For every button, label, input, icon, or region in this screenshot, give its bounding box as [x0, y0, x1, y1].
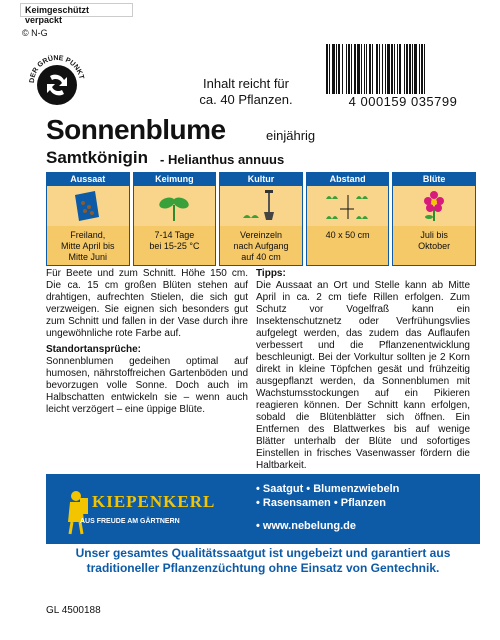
- article-number: GL 4500188: [46, 605, 101, 616]
- barcode-bar: [387, 44, 390, 96]
- info-head: Abstand: [307, 173, 389, 186]
- brand-band: [46, 474, 480, 544]
- sprout-icon: [156, 189, 192, 223]
- barcode-bar: [342, 44, 343, 96]
- info-kultur: Kultur Vereinzeln nach Aufgang auf 40 cm: [219, 172, 303, 266]
- standort-text: Sonnenblumen gedeihen optimal auf humosen, nährstoffreichen Gartenböden und bevorzugen volle Sonne. Doch auch im Halbschatten entwickeln sie – wenn auch leicht verzögert – eine üppige Blüte.: [46, 356, 248, 415]
- barcode-bar: [421, 44, 423, 96]
- packaging-label: Keimgeschützt verpackt: [20, 3, 133, 17]
- brand-slogan: AUS FREUDE AM GÄRTNERN: [80, 518, 180, 525]
- barcode-bar: [332, 44, 335, 96]
- barcode-bar: [357, 44, 360, 96]
- barcode-bar: [354, 44, 356, 96]
- tipps-text: Die Aussaat an Ort und Stelle kann ab Mitte April in ca. 2 cm tiefe Rillen erfolgen. Zum Schutz vor Vogelfraß kann ein Insektenschutznetz oder Verfrühungsvlies aufgelegt werden, das zudem das Auflaufen verbessert und die Pflanzenentwicklung beschleunigt. Bei der Vorkultur sollten je 2 Korn direkt in kleine Töpfchen gesät und frühzeitig ausgepflanzt werden, da Sonnenblumen mit Wachstumsstockungen auf ein Pikieren reagieren können. Der Schnitt kann erfolgen, sobald die Blütenblätter sich öffnen. Ein Entfernen des Blattwerkes bis auf wenige Blätter unterhalb der Blüte und sofortiges Einstellen in frisches Vasenwasser fördern die Haltbarkeit.: [256, 280, 470, 471]
- barcode-bar: [406, 44, 408, 96]
- barcode-number: 4 000159 035799: [324, 94, 482, 109]
- info-head: Keimung: [134, 173, 216, 186]
- brand-name: KIEPENKERL: [92, 492, 216, 511]
- barcode-bar: [379, 44, 380, 96]
- barcode-bar: [382, 44, 383, 96]
- info-abstand: Abstand 40 x 50 cm: [306, 172, 390, 266]
- seed-packet-icon: [73, 189, 103, 223]
- flower-icon: [419, 189, 449, 223]
- info-head: Kultur: [220, 173, 302, 186]
- barcode-bar: [424, 44, 425, 96]
- latin-name: - Helianthus annuus: [160, 152, 285, 167]
- standort-heading: Standortansprüche:: [46, 344, 142, 355]
- barcode-bar: [397, 44, 398, 96]
- quality-statement: Unser gesamtes Qualitätssaatgut ist ungebeizt und garantiert aus traditioneller Pflanzenzüchtung ohne Einsatz von Gentechnik.: [75, 546, 451, 575]
- barcode-bar: [351, 44, 352, 96]
- barcode-bar: [409, 44, 411, 96]
- barcode-bar: [329, 44, 330, 96]
- brand-products: • Saatgut • Blumenzwiebeln • Rasensamen • Pflanzen: [256, 483, 400, 509]
- info-keimung: Keimung 7-14 Tage bei 15-25 °C: [133, 172, 217, 266]
- barcode-bar: [372, 44, 373, 96]
- barcode-bar: [391, 44, 393, 96]
- brand-url[interactable]: • www.nebelung.de: [256, 520, 357, 532]
- barcode-bar: [376, 44, 378, 96]
- lifecycle-label: einjährig: [266, 128, 316, 143]
- barcode-bar: [419, 44, 420, 96]
- barcode-bar: [326, 44, 328, 96]
- variety-name: Samtkönigin: [46, 148, 149, 167]
- info-head: Aussaat: [47, 173, 129, 186]
- info-head: Blüte: [393, 173, 475, 186]
- cultivation-info: [46, 172, 476, 266]
- svg-text:DER GRÜNE PUNKT: DER GRÜNE PUNKT: [28, 54, 85, 84]
- barcode-bar: [412, 44, 413, 96]
- intro-text: Für Beete und zum Schnitt. Höhe 150 cm. Die ca. 15 cm großen Blüten stehen auf drahtigen, aufrechten Stielen, die sich gut verzweigen. Sie eignen sich besonders gut zum Schnitt und fallen in der Vase durch ihre ungewöhnliche rote Farbe auf.: [46, 268, 248, 339]
- barcode-bar: [385, 44, 386, 96]
- info-bluete: Blüte Juli bis Oktober: [392, 172, 476, 266]
- copyright-note: © N-G: [22, 28, 48, 38]
- barcode-bar: [399, 44, 401, 96]
- tipps-heading: Tipps:: [256, 268, 286, 279]
- green-dot-logo: [24, 50, 90, 116]
- barcode-bar: [366, 44, 367, 96]
- barcode-bar: [361, 44, 362, 96]
- spade-icon: [239, 188, 283, 224]
- content-info: Inhalt reicht für ca. 40 Pflanzen.: [199, 76, 293, 107]
- barcode-bar: [414, 44, 417, 96]
- product-title: Sonnenblume: [46, 114, 226, 145]
- barcode-bar: [336, 44, 337, 96]
- description-left: [46, 268, 248, 416]
- barcode-bar: [364, 44, 365, 96]
- barcode-bar: [338, 44, 340, 96]
- barcode-bar: [346, 44, 347, 96]
- spacing-icon: [318, 189, 378, 223]
- barcode-bar: [348, 44, 350, 96]
- description-right: [256, 268, 470, 472]
- barcode-bar: [394, 44, 395, 96]
- barcode-bar: [404, 44, 405, 96]
- barcode-bar: [369, 44, 371, 96]
- info-aussaat: Aussaat Freiland, Mitte April bis Mitte Juni: [46, 172, 130, 266]
